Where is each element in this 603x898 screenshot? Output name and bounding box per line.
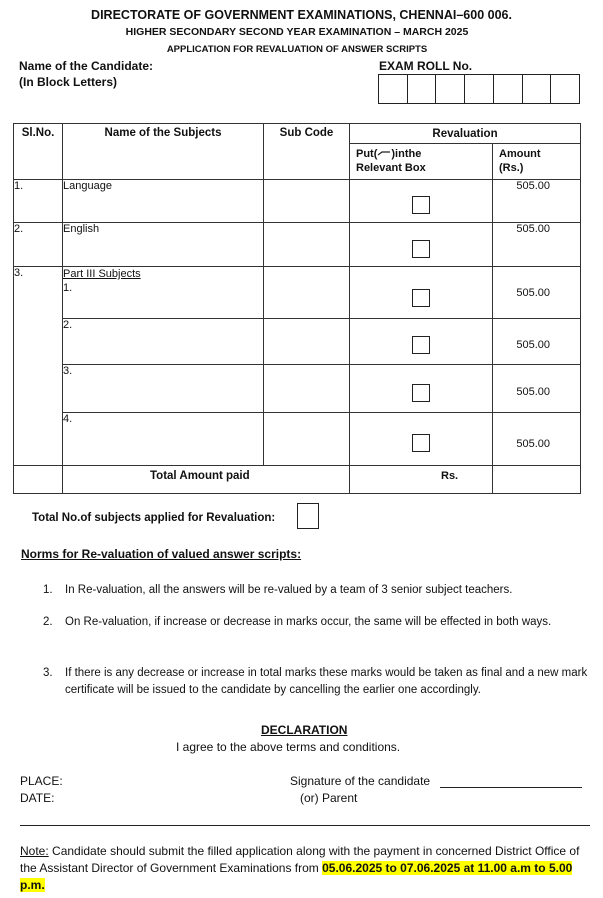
- parent-label: (or) Parent: [300, 791, 358, 805]
- revaluation-checkbox[interactable]: [412, 384, 430, 402]
- row-number: 1.: [14, 180, 63, 223]
- subcode-cell[interactable]: [264, 223, 350, 267]
- sub-item-number: 3.: [63, 365, 264, 413]
- declaration-title: DECLARATION: [261, 723, 348, 737]
- subcode-cell[interactable]: [264, 180, 350, 223]
- total-subjects-box[interactable]: [297, 503, 319, 529]
- subcode-cell[interactable]: [264, 267, 350, 319]
- subcode-cell[interactable]: [264, 319, 350, 365]
- table-row: [14, 223, 581, 267]
- block-letters-label: (In Block Letters): [19, 75, 118, 89]
- subject-name: Language: [63, 180, 264, 223]
- directorate-title: DIRECTORATE OF GOVERNMENT EXAMINATIONS, CHENNAI–600 006.: [91, 8, 512, 22]
- norm-item-number: 1.: [43, 584, 53, 596]
- amount-value: 505.00: [493, 365, 581, 413]
- sub-item-number: 1.: [63, 282, 73, 294]
- amount-value: 505.00: [493, 180, 581, 223]
- norm-item-number: 3.: [43, 667, 53, 679]
- revaluation-header: Revaluation: [350, 124, 581, 144]
- amount-value: 505.00: [493, 267, 581, 319]
- norm-item-number: 2.: [43, 616, 53, 628]
- tick-mark-icon: [377, 149, 391, 159]
- sub-item-number: 4.: [63, 413, 264, 466]
- table-row: [14, 319, 581, 365]
- put-prefix: Put(: [356, 148, 378, 160]
- total-row: [14, 466, 581, 494]
- revaluation-checkbox[interactable]: [412, 196, 430, 214]
- total-rs-label: Rs.: [350, 466, 493, 494]
- amount-label: Amount: [499, 148, 541, 160]
- put-tick-header: [350, 144, 493, 180]
- row-number: 2.: [14, 223, 63, 267]
- revaluation-checkbox[interactable]: [412, 434, 430, 452]
- roll-digit-box[interactable]: [408, 75, 437, 103]
- separator-line: [20, 825, 590, 826]
- form-title: APPLICATION FOR REVALUATION OF ANSWER SCRIPTS: [166, 44, 428, 55]
- put-suffix: )inthe: [391, 148, 422, 160]
- rs-label: (Rs.): [499, 162, 524, 174]
- part-iii-label: Part III Subjects: [63, 268, 141, 280]
- note-text: Candidate should submit the filled application along with the payment in concerned District Office of the Assistant Director of Government Examinations from: [20, 844, 580, 875]
- total-amount-label: Total Amount paid: [63, 466, 350, 494]
- subject-header: Name of the Subjects: [63, 124, 264, 180]
- roll-digit-box[interactable]: [523, 75, 552, 103]
- relevant-box-label: Relevant Box: [356, 162, 426, 174]
- table-row: [14, 267, 581, 319]
- roll-digit-box[interactable]: [379, 75, 408, 103]
- declaration-text: I agree to the above terms and conditions.: [176, 740, 401, 754]
- roll-digit-box[interactable]: [551, 75, 579, 103]
- amount-header: [493, 144, 581, 180]
- subject-name: English: [63, 223, 264, 267]
- table-row: [14, 413, 581, 466]
- revaluation-table: [13, 123, 581, 494]
- signature-line[interactable]: [440, 787, 582, 788]
- revaluation-checkbox[interactable]: [412, 240, 430, 258]
- table-row: [14, 365, 581, 413]
- sub-item-number: 2.: [63, 319, 264, 365]
- candidate-name-label: Name of the Candidate:: [19, 59, 154, 73]
- date-label: DATE:: [20, 791, 55, 805]
- signature-label: Signature of the candidate: [290, 774, 431, 788]
- roll-digit-box[interactable]: [494, 75, 523, 103]
- amount-value: 505.00: [493, 413, 581, 466]
- roll-digit-box[interactable]: [436, 75, 465, 103]
- norm-item-text: If there is any decrease or increase in total marks these marks would be taken as final and a new mark certificate will be issued to the candidate by cancelling the earlier one accordingly.: [65, 667, 588, 696]
- amount-value: 505.00: [493, 223, 581, 267]
- table-row: [14, 180, 581, 223]
- total-subjects-label: Total No.of subjects applied for Revaluation:: [32, 512, 276, 524]
- norm-item-text: On Re-valuation, if increase or decrease in marks occur, the same will be effected in both ways.: [65, 616, 552, 628]
- note-label: Note:: [20, 844, 49, 858]
- revaluation-checkbox[interactable]: [412, 336, 430, 354]
- roll-number-label: EXAM ROLL No.: [379, 59, 473, 73]
- norm-item-text: In Re-valuation, all the answers will be re-valued by a team of 3 senior subject teachers.: [65, 584, 513, 596]
- subcode-header: Sub Code: [264, 124, 350, 180]
- note-paragraph: [20, 843, 598, 894]
- roll-number-boxes[interactable]: [378, 74, 580, 104]
- row-number: 3.: [14, 267, 63, 466]
- part-iii-cell: [63, 267, 264, 319]
- slno-header: Sl.No.: [14, 124, 63, 180]
- total-amount-cell[interactable]: [493, 466, 581, 494]
- subcode-cell[interactable]: [264, 365, 350, 413]
- revaluation-checkbox[interactable]: [412, 289, 430, 307]
- place-label: PLACE:: [20, 774, 63, 788]
- exam-title: HIGHER SECONDARY SECOND YEAR EXAMINATION – MARCH 2025: [125, 26, 469, 38]
- subcode-cell[interactable]: [264, 413, 350, 466]
- note-dates-highlight: 05.06.2025 to 07.06.2025 at 11.00 a.m to 5.00 p.m.: [20, 861, 573, 892]
- amount-value: 505.00: [493, 319, 581, 365]
- norms-title: Norms for Re-valuation of valued answer scripts:: [21, 547, 302, 561]
- roll-digit-box[interactable]: [465, 75, 494, 103]
